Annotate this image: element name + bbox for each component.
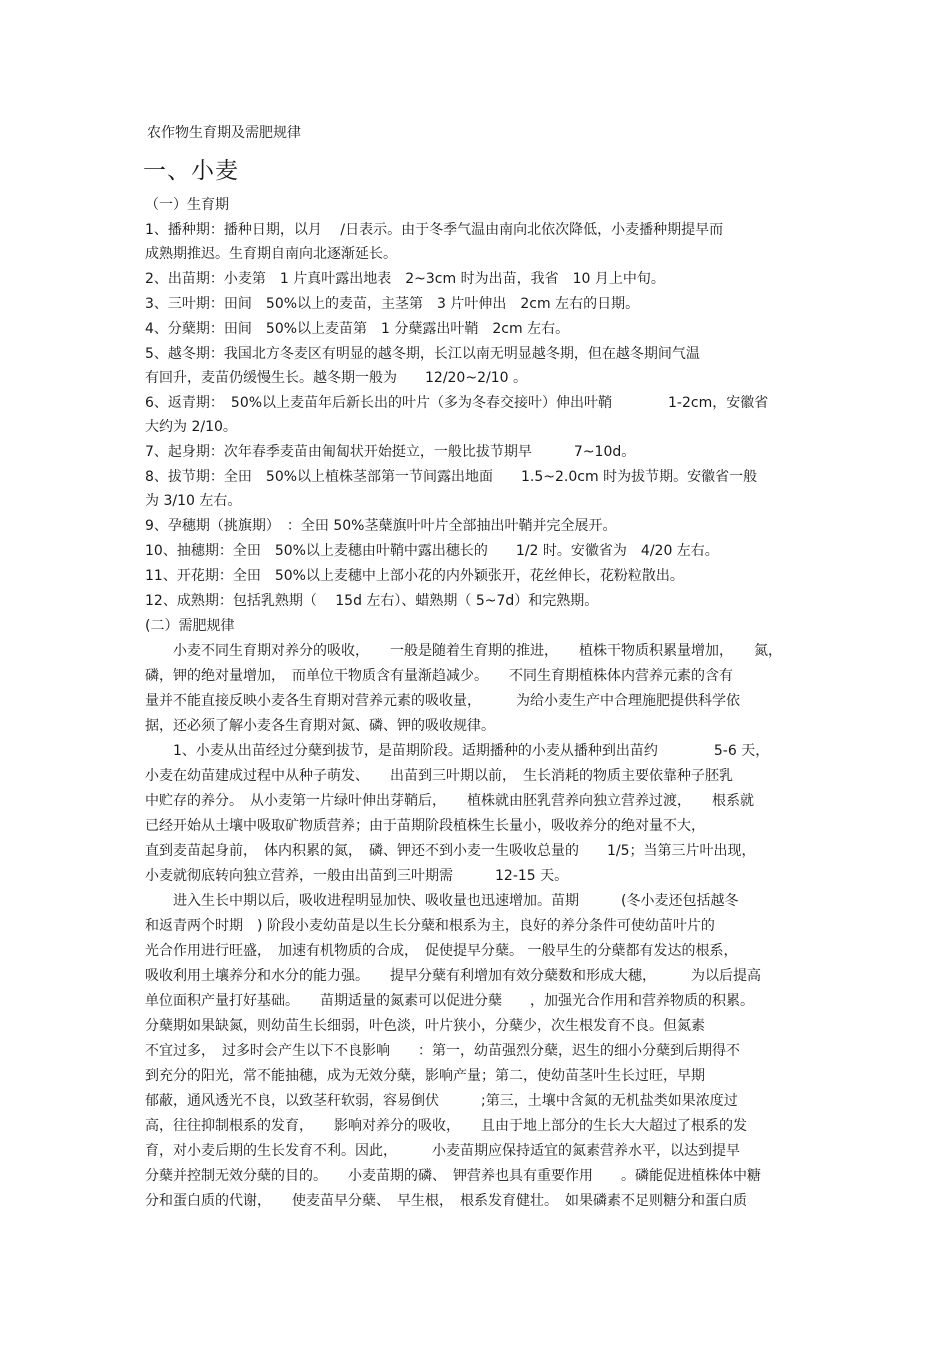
document-title: 农作物生育期及需肥规律 [147,125,301,141]
text-line: 8、拔节期：全田 50%以上植株茎部第一节间露出地面 1.5~2.0cm 时为拔节期。安徽省一般 [145,469,758,485]
text-line: 2、出苗期：小麦第 1 片真叶露出地表 2~3cm 时为出苗，我省 10 月上中旬。 [145,271,665,287]
text-line: (二）需肥规律 [145,618,235,634]
text-line: 郁蔽，通风透光不良，以致茎秆软弱，容易倒伏 ;第三，土壤中含氮的无机盐类如果浓度过 [145,1093,738,1109]
text-line: 分和蛋白质的代谢， 使麦苗早分蘖、 早生根， 根系发育健壮。 如果磷素不足则糖分和蛋白质 [145,1193,747,1209]
text-line: 高，往往抑制根系的发育， 影响对养分的吸收， 且由于地上部分的生长大大超过了根系的发 [145,1118,747,1134]
text-line: 11、开花期：全田 50%以上麦穗中上部小花的内外颖张开，花丝伸长，花粉粒散出。 [145,568,684,584]
text-line: 育，对小麦后期的生长发育不利。因此， 小麦苗期应保持适宜的氮素营养水平，以达到提早 [145,1143,740,1159]
text-line: 和返青两个时期 ) 阶段小麦幼苗是以生长分蘖和根系为主，良好的养分条件可使幼苗叶片的 [145,918,715,934]
text-line: 已经开始从土壤中吸取矿物质营养；由于苗期阶段植株生长量小，吸收养分的绝对量不大， [145,818,705,834]
text-line: 成熟期推迟。生育期自南向北逐渐延长。 [145,246,397,262]
text-line: 光合作用进行旺盛， 加速有机物质的合成， 促使提早分蘖。 一般早生的分蘖都有发达的根系， [145,943,738,959]
text-line: 不宜过多， 过多时会产生以下不良影响 ：第一，幼苗强烈分蘖，迟生的细小分蘖到后期得不 [145,1043,740,1059]
text-line: 中贮存的养分。 从小麦第一片绿叶伸出芽鞘后， 植株就由胚乳营养向独立营养过渡， 根系就 [145,793,754,809]
text-line: 直到麦苗起身前， 体内积累的氮， 磷、钾还不到小麦一生吸收总量的 1/5；当第三片叶出现， [145,843,756,859]
text-line: 6、返青期： 50%以上麦苗年后新长出的叶片（多为冬春交接叶）伸出叶鞘 1-2cm，安徽省 [145,395,769,411]
text-line: 5、越冬期：我国北方冬麦区有明显的越冬期，长江以南无明显越冬期，但在越冬期间气温 [145,346,700,362]
text-line: 单位面积产量打好基础。 苗期适量的氮素可以促进分蘖 ，加强光合作用和营养物质的积累。 [145,993,754,1009]
text-line: 吸收利用土壤养分和水分的能力强。 提早分蘖有利增加有效分蘖数和形成大穗， 为以后提高 [145,968,761,984]
text-line: 分蘖期如果缺氮，则幼苗生长细弱，叶色淡，叶片狭小，分蘖少，次生根发育不良。但氮素 [145,1018,705,1034]
text-line: 进入生长中期以后，吸收进程明显加快、吸收量也迅速增加。苗期 (冬小麦还包括越冬 [145,893,739,909]
text-line: 4、分蘖期：田间 50%以上麦苗第 1 分蘖露出叶鞘 2cm 左右。 [145,321,570,337]
text-line: 1、播种期：播种日期，以月 /日表示。由于冬季气温由南向北依次降低，小麦播种期提早而 [145,222,724,238]
text-line: 磷，钾的绝对量增加， 而单位干物质含有量渐趋减少。 不同生育期植株体内营养元素的含有 [145,668,733,684]
text-line: 大约为 2/10。 [145,419,237,435]
text-line: 分蘖并控制无效分蘖的目的。 小麦苗期的磷、 钾营养也具有重要作用 。磷能促进植株体中糖 [145,1168,761,1184]
text-line: 有回升，麦苗仍缓慢生长。越冬期一般为 12/20~2/10 。 [145,370,527,386]
text-line: 12、成熟期：包括乳熟期（ 15d 左右）、蜡熟期（ 5~7d）和完熟期。 [145,593,599,609]
text-line: 小麦就彻底转向独立营养，一般由出苗到三叶期需 12-15 天。 [145,868,569,884]
text-line: 小麦不同生育期对养分的吸收， 一般是随着生育期的推进， 植株干物质积累量增加， 氮， [145,643,782,659]
text-line: （一）生育期 [145,197,229,213]
text-line: 3、三叶期：田间 50%以上的麦苗，主茎第 3 片叶伸出 2cm 左右的日期。 [145,296,640,312]
text-line: 9、孕穗期（挑旗期） ：全田 50%茎蘖旗叶叶片全部抽出叶鞘并完全展开。 [145,518,617,534]
document-body [145,193,810,1214]
text-line: 为 3/10 左右。 [145,493,242,509]
text-line: 小麦在幼苗建成过程中从种子萌发、 出苗到三叶期以前， 生长消耗的物质主要依靠种子胚乳 [145,768,733,784]
text-line: 到充分的阳光，常不能抽穗，成为无效分蘖，影响产量；第二，使幼苗茎叶生长过旺，早期 [145,1068,705,1084]
text-line: 1、小麦从出苗经过分蘖到拔节，是苗期阶段。适期播种的小麦从播种到出苗约 5-6 天， [145,743,770,759]
text-line: 10、抽穗期：全田 50%以上麦穗由叶鞘中露出穗长的 1/2 时。安徽省为 4/20 左右。 [145,543,719,559]
text-line: 7、起身期：次年春季麦苗由匍匐状开始挺立，一般比拔节期早 7~10d。 [145,444,636,460]
text-line: 据，还必须了解小麦各生育期对氮、磷、钾的吸收规律。 [145,718,495,734]
section-heading-wheat: 一、小麦 [143,158,239,184]
text-line: 量并不能直接反映小麦各生育期对营养元素的吸收量， 为给小麦生产中合理施肥提供科学依 [145,693,740,709]
